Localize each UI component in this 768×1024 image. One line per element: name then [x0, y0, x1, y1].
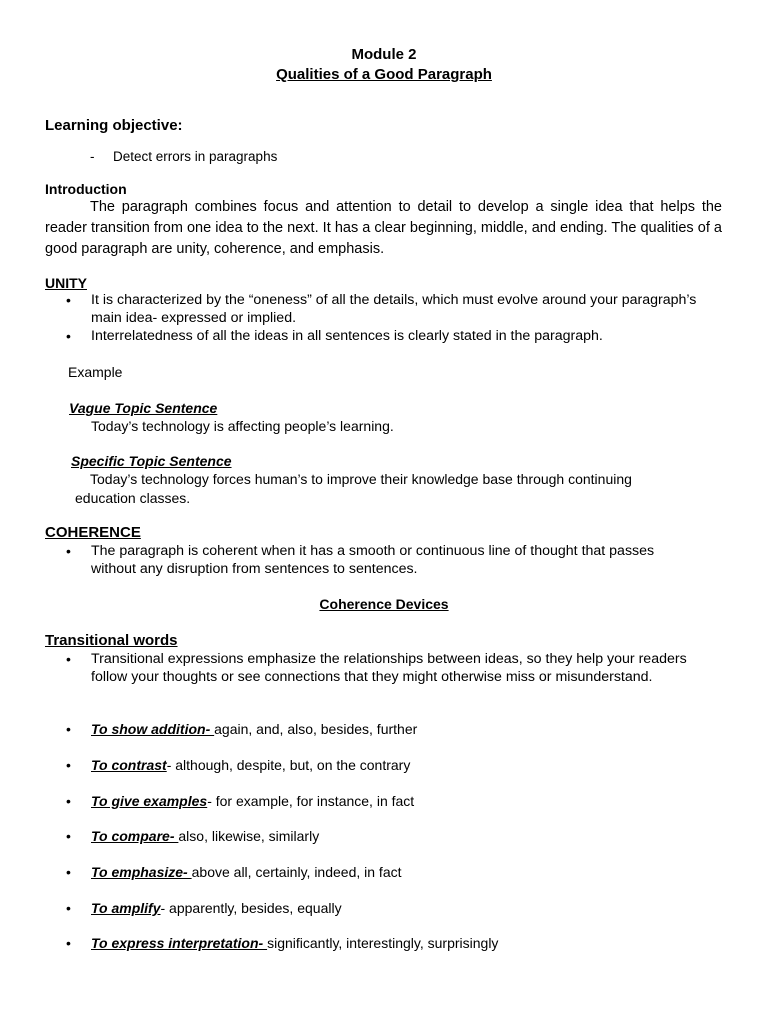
specific-topic-line-2: education classes.	[75, 490, 191, 506]
transition-words: again, and, also, besides, further	[214, 721, 418, 737]
unity-bullet-2: Interrelatedness of all the ideas in all sentences is clearly stated in the paragraph.	[91, 328, 603, 344]
bullet-icon: •	[66, 651, 71, 667]
transition-label: To emphasize-	[91, 864, 192, 880]
transition-words: also, likewise, similarly	[178, 828, 320, 844]
bullet-icon: •	[66, 292, 71, 308]
transition-item	[91, 757, 410, 774]
vague-topic-heading: Vague Topic Sentence	[69, 400, 218, 416]
module-number: Module 2	[351, 46, 417, 63]
transitional-words-heading: Transitional words	[45, 632, 178, 649]
vague-topic-text: Today’s technology is affecting people’s learning.	[91, 418, 394, 434]
unity-bullet-1: It is characterized by the “oneness” of all the details, which must evolve around your paragraph’s main idea- expressed or implied.	[91, 292, 697, 326]
bullet-icon: •	[66, 721, 71, 737]
example-label: Example	[68, 364, 123, 380]
transition-label: To compare-	[91, 828, 179, 844]
transition-item	[91, 793, 414, 810]
bullet-icon: •	[66, 328, 71, 344]
transition-item	[91, 900, 342, 917]
transition-item	[91, 935, 498, 952]
transition-item	[91, 721, 417, 738]
objective-item: Detect errors in paragraphs	[113, 149, 278, 164]
transition-label: To express interpretation-	[91, 935, 268, 951]
introduction-body: The paragraph combines focus and attention to detail to develop a single idea that helps the reader transition from one idea to the next. It has a clear beginning, middle, and ending. The qualities of a good paragraph are unity, coherence, and emphasis.	[45, 199, 722, 257]
transition-words: - for example, for instance, in fact	[207, 793, 415, 809]
coherence-bullet: The paragraph is coherent when it has a smooth or continuous line of thought that passes without any disruption from sentences to sentences.	[91, 543, 655, 577]
transition-item	[91, 828, 319, 845]
transition-words: - apparently, besides, equally	[160, 900, 342, 916]
specific-topic-line-1: Today’s technology forces human’s to improve their knowledge base through continuing	[90, 471, 632, 487]
specific-topic-heading: Specific Topic Sentence	[71, 453, 232, 469]
transition-label: To contrast	[91, 757, 167, 773]
coherence-devices-heading: Coherence Devices	[319, 596, 449, 612]
bullet-icon: •	[66, 935, 71, 951]
bullet-icon: •	[66, 757, 71, 773]
transition-words: above all, certainly, indeed, in fact	[191, 864, 402, 880]
coherence-heading: COHERENCE	[45, 524, 141, 541]
bullet-icon: •	[66, 900, 71, 916]
transition-item	[91, 864, 402, 881]
transition-words: - although, despite, but, on the contrary	[166, 757, 411, 773]
bullet-icon: •	[66, 864, 71, 880]
transition-label: To show addition-	[91, 721, 215, 737]
unity-heading: UNITY	[45, 275, 87, 291]
introduction-heading: Introduction	[45, 181, 127, 197]
transition-words: significantly, interestingly, surprisingly	[267, 935, 499, 951]
bullet-icon: •	[66, 828, 71, 844]
bullet-icon: •	[66, 543, 71, 559]
objective-heading: Learning objective:	[45, 117, 183, 134]
transitional-bullet: Transitional expressions emphasize the relationships between ideas, so they help your readers follow your thoughts or see connections that they might otherwise miss or misunderstand.	[91, 651, 687, 685]
objective-dash: -	[90, 149, 95, 164]
transition-label: To give examples	[91, 793, 208, 809]
page-title: Qualities of a Good Paragraph	[276, 66, 492, 83]
transition-label: To amplify	[91, 900, 161, 916]
bullet-icon: •	[66, 793, 71, 809]
